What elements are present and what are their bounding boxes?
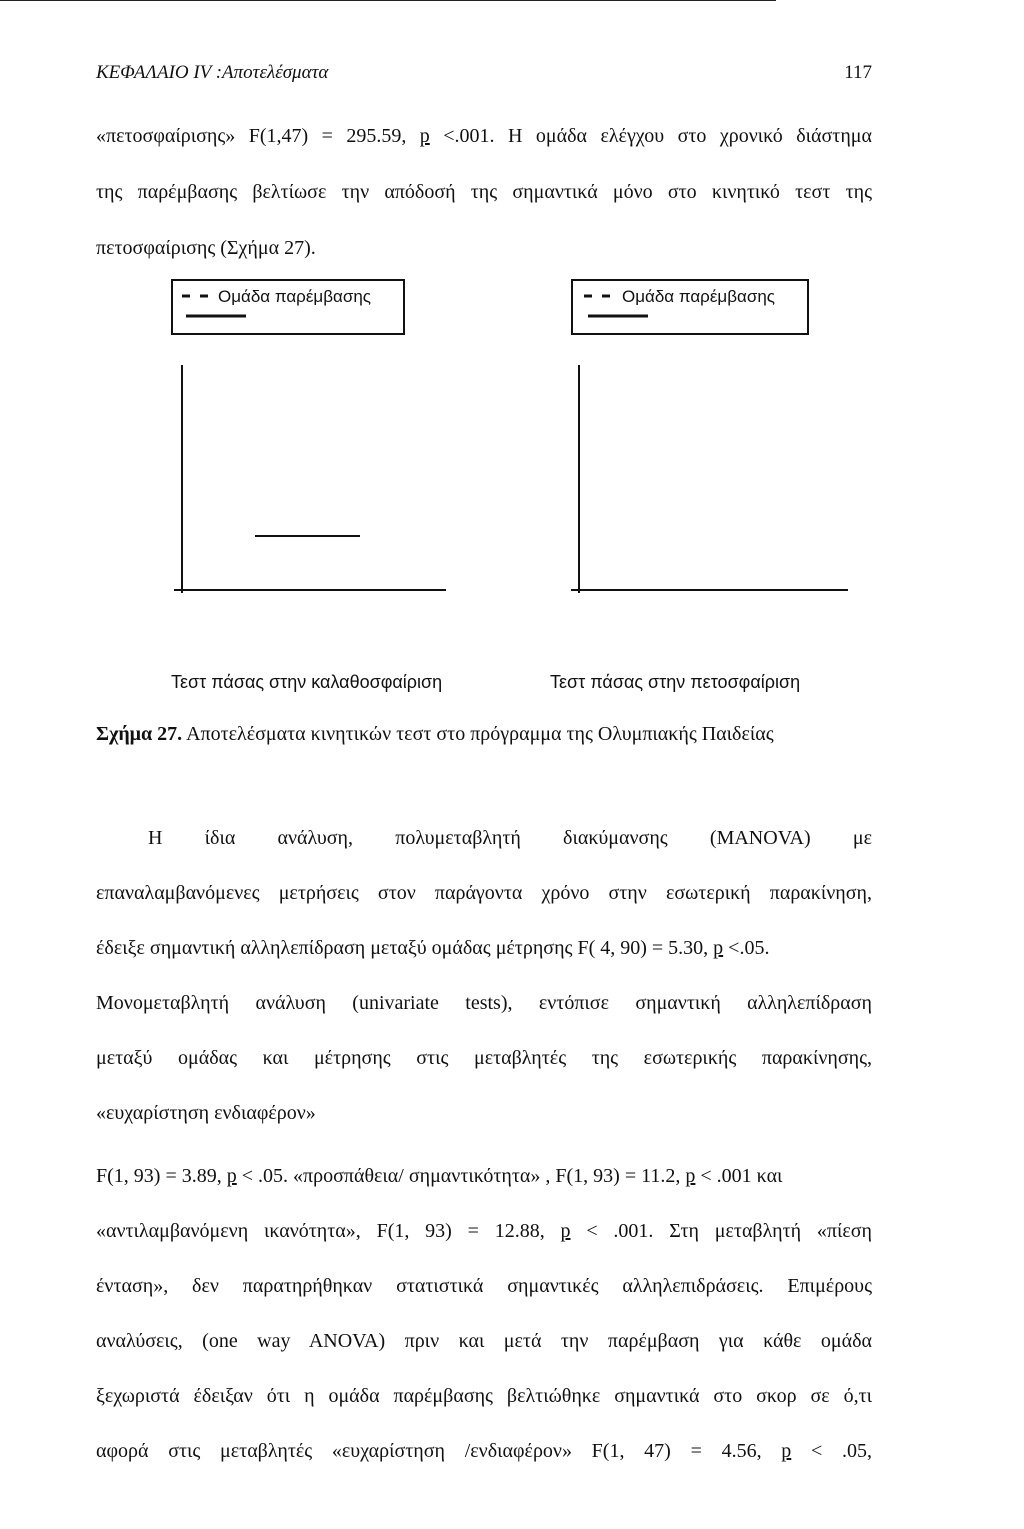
- body-line-2: επαναλαμβανόμενες μετρήσεις στον παράγοντα χρόνο στην εσωτερική παρακίνηση,: [96, 882, 872, 904]
- body-line-11: ξεχωριστά έδειξαν ότι η ομάδα παρέμβασης βελτιώθηκε σημαντικά στο σκορ σε ό,τι: [96, 1385, 872, 1407]
- legend-label-right: Ομάδα παρέμβασης: [622, 287, 775, 306]
- chart-basketball: [172, 280, 446, 593]
- body-line-7: F(1, 93) = 3.89, p < .05. «προσπάθεια/ σημαντικότητα» , F(1, 93) = 11.2, p < .001 και: [96, 1165, 783, 1187]
- body-line-6: «ευχαρίστηση ενδιαφέρον»: [96, 1102, 316, 1124]
- body-line-10: αναλύσεις, (one way ANOVA) πριν και μετά την παρέμβαση για κάθε ομάδα: [96, 1330, 872, 1352]
- body-line-1: Η ίδια ανάλυση, πολυμεταβλητή διακύμανσης (MANOVA) με: [148, 827, 872, 849]
- chart-title-right: Τεστ πάσας στην πετοσφαίριση: [550, 672, 801, 692]
- page-number: 117: [844, 62, 872, 83]
- body-line-8: «αντιλαμβανόμενη ικανότητα», F(1, 93) = 12.88, p < .001. Στη μεταβλητή «πίεση: [96, 1220, 872, 1242]
- figure-27: [0, 270, 1024, 690]
- figure-caption: Σχήμα 27. Αποτελέσματα κινητικών τεστ στο πρόγραμμα της Ολυμπιακής Παιδείας: [96, 723, 774, 745]
- chart-title-left: Τεστ πάσας στην καλαθοσφαίριση: [171, 672, 443, 692]
- body-line-9: ένταση», δεν παρατηρήθηκαν στατιστικά σημαντικές αλληλεπιδράσεις. Επιμέρους: [96, 1275, 872, 1297]
- intro-line-2: της παρέμβασης βελτίωσε την απόδοσή της σημαντικά μόνο στο κινητικό τεστ της: [96, 181, 872, 203]
- body-line-5: μεταξύ ομάδας και μέτρησης στις μεταβλητές της εσωτερικής παρακίνησης,: [96, 1047, 872, 1069]
- body-line-3: έδειξε σημαντική αλληλεπίδραση μεταξύ ομάδας μέτρησης F( 4, 90) = 5.30, p <.05.: [96, 937, 770, 959]
- running-header: ΚΕΦΑΛΑΙΟ IV :Αποτελέσματα: [96, 62, 329, 83]
- legend-label-left: Ομάδα παρέμβασης: [218, 287, 371, 306]
- intro-line-1: «πετοσφαίρισης» F(1,47) = 295.59, p <.001. Η ομάδα ελέγχου στο χρονικό διάστημα: [96, 125, 872, 147]
- chart-volleyball: [571, 280, 848, 593]
- header-rule: [0, 0, 776, 1]
- body-line-12: αφορά στις μεταβλητές «ευχαρίστηση /ενδιαφέρον» F(1, 47) = 4.56, p < .05,: [96, 1440, 872, 1462]
- intro-line-3: πετοσφαίρισης (Σχήμα 27).: [96, 237, 316, 259]
- body-line-4: Μονομεταβλητή ανάλυση (univariate tests), εντόπισε σημαντική αλληλεπίδραση: [96, 992, 872, 1014]
